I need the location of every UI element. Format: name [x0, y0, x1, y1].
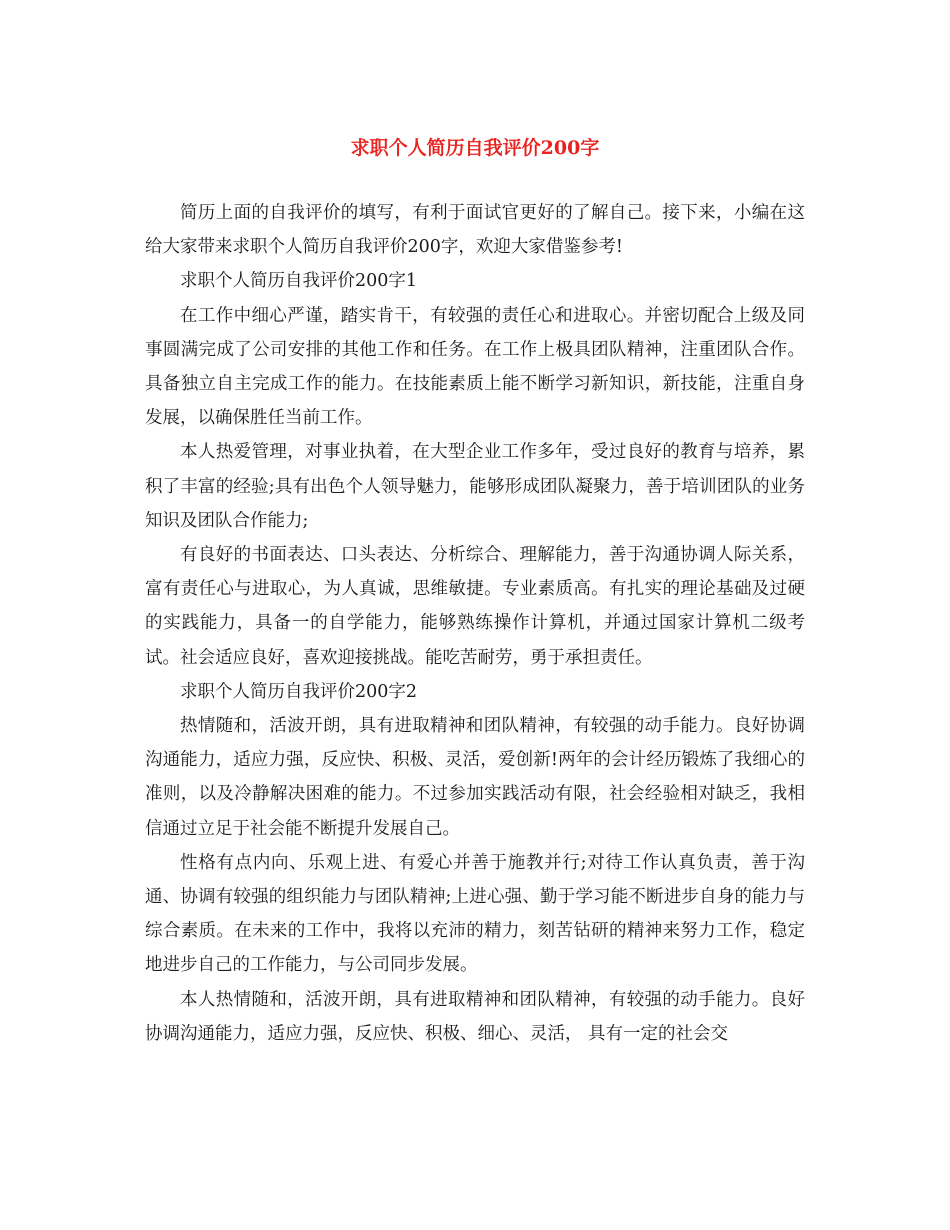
intro-paragraph: 简历上面的自我评价的填写，有利于面试官更好的了解自己。接下来，小编在这给大家带来求职个人简历自我评价200字，欢迎大家借鉴参考! [145, 203, 805, 258]
section-heading-2: 求职个人简历自我评价200字2 [180, 681, 418, 702]
body-paragraph: 本人热爱管理，对事业执着，在大型企业工作多年，受过良好的教育与培养，累积了丰富的经验;具有出色个人领导魅力，能够形成团队凝聚力，善于培训团队的业务知识及团队合作能力; [145, 442, 805, 531]
section-heading-1: 求职个人简历自我评价200字1 [180, 271, 418, 292]
body-paragraph: 热情随和，活波开朗，具有进取精神和团队精神，有较强的动手能力。良好协调沟通能力，适应力强，反应快、积极、灵活，爱创新!两年的会计经历锻炼了我细心的准则，以及冷静解决困难的能力。不过参加实践活动有限，社会经验相对缺乏，我相信通过立足于社会能不断提升发展自己。 [145, 716, 805, 839]
body-paragraph: 有良好的书面表达、口头表达、分析综合、理解能力，善于沟通协调人际关系，富有责任心与进取心，为人真诚，思维敏捷。专业素质高。有扎实的理论基础及过硬的实践能力，具备一的自学能力，能够熟练操作计算机，并通过国家计算机二级考试。社会适应良好，喜欢迎接挑战。能吃苦耐劳，勇于承担责任。 [145, 545, 805, 668]
body-paragraph: 本人热情随和，活波开朗，具有进取精神和团队精神，有较强的动手能力。良好协调沟通能力，适应力强，反应快、积极、细心、灵活， 具有一定的社会交 [145, 989, 805, 1044]
document-body [145, 196, 805, 1051]
body-paragraph: 在工作中细心严谨，踏实肯干，有较强的责任心和进取心。并密切配合上级及同事圆满完成了公司安排的其他工作和任务。在工作上极具团队精神，注重团队合作。具备独立自主完成工作的能力。在技能素质上能不断学习新知识，新技能，注重自身发展，以确保胜任当前工作。 [145, 305, 805, 429]
body-paragraph: 性格有点内向、乐观上进、有爱心并善于施教并行;对待工作认真负责，善于沟通、协调有较强的组织能力与团队精神;上进心强、勤于学习能不断进步自身的能力与综合素质。在未来的工作中，我将以充沛的精力，刻苦钻研的精神来努力工作，稳定地进步自己的工作能力，与公司同步发展。 [145, 852, 805, 976]
document-title: 求职个人简历自我评价200字 [350, 137, 600, 159]
